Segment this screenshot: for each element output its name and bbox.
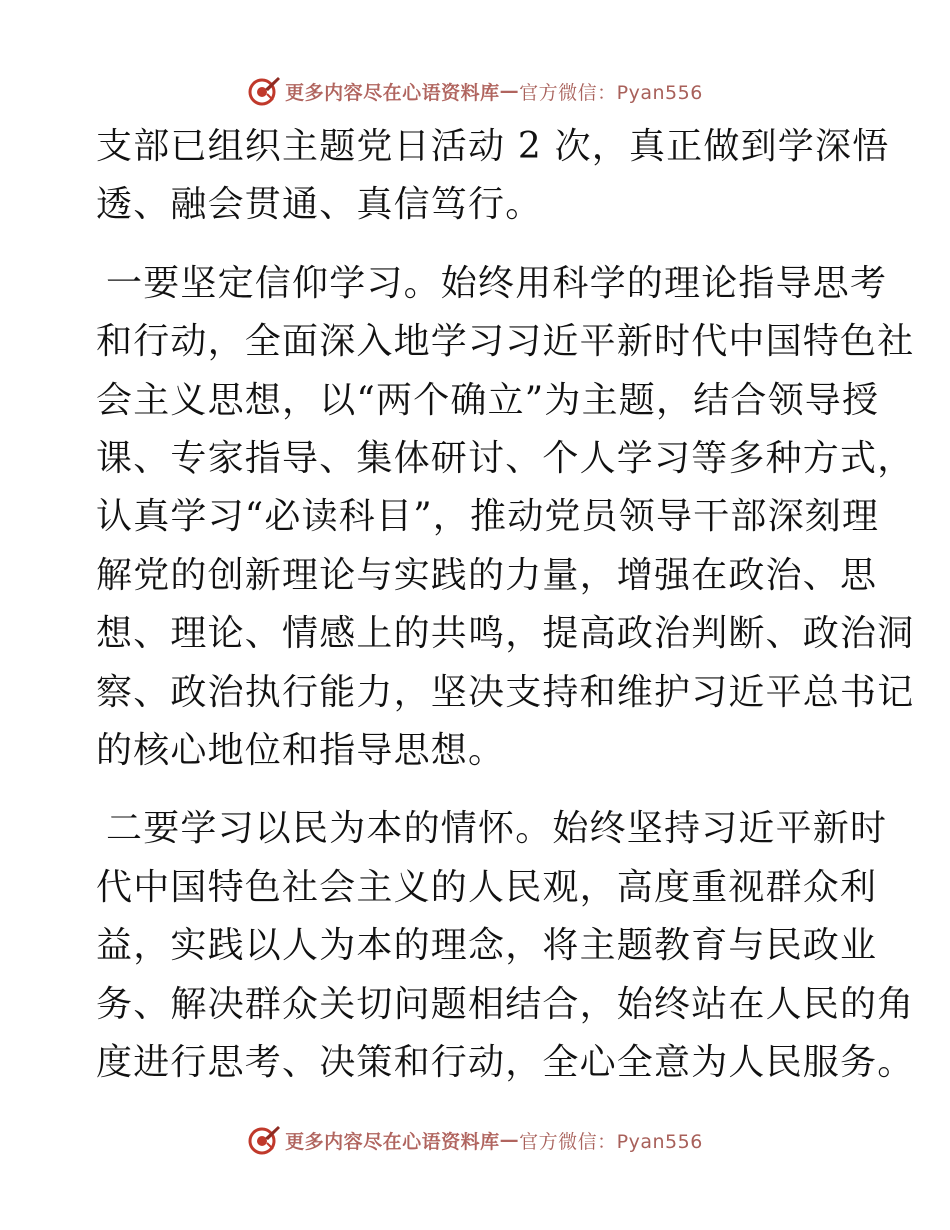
text-line: 认真学习“必读科目”，推动党员领导干部深刻理: [96, 496, 880, 538]
wechat-text: 官方微信：Pyan556: [519, 81, 703, 104]
footer-banner: [0, 1120, 950, 1160]
paragraph-people-first: [96, 800, 915, 1092]
text-line: 二要学习以民为本的情怀。始终坚持习近平新时: [106, 808, 888, 850]
promo-text: 更多内容尽在心语资料库: [285, 81, 500, 104]
text-line: 益，实践以人为本的理念，将主题教育与民政业: [96, 925, 878, 967]
banner-separator: —: [499, 1129, 520, 1151]
paragraph-intro: [96, 118, 890, 235]
text-line: 代中国特色社会主义的人民观，高度重视群众利: [96, 866, 878, 908]
text-line: 度进行思考、决策和行动，全心全意为人民服务。: [96, 1042, 915, 1084]
text-line: 务、解决群众关切问题相结合，始终站在人民的角: [96, 983, 915, 1025]
text-line: 和行动，全面深入地学习习近平新时代中国特色社: [96, 321, 915, 363]
text-line: 的核心地位和指导思想。: [96, 730, 506, 772]
banner-separator: —: [499, 80, 520, 102]
document-body: [96, 118, 915, 1093]
header-banner: [0, 71, 950, 111]
text-line: 解党的创新理论与实践的力量，增强在政治、思: [96, 554, 878, 596]
text-line: 一要坚定信仰学习。始终用科学的理论指导思考: [106, 262, 888, 304]
paragraph-faith-study: [96, 255, 915, 781]
text-line: 想、理论、情感上的共鸣，提高政治判断、政治洞: [96, 613, 915, 655]
text-line: 透、融会贯通、真信笃行。: [96, 184, 543, 226]
text-line: 支部已组织主题党日活动 2 次，真正做到学深悟: [96, 126, 890, 167]
promo-text: 更多内容尽在心语资料库: [285, 1130, 500, 1153]
text-line: 察、政治执行能力，坚决支持和维护习近平总书记: [96, 671, 915, 713]
text-line: 会主义思想，以“两个确立”为主题，结合领导授: [96, 379, 880, 421]
pen-logo-icon: [247, 74, 281, 108]
text-line: 课、专家指导、集体研讨、个人学习等多种方式，: [96, 438, 915, 480]
wechat-text: 官方微信：Pyan556: [519, 1130, 703, 1153]
pen-logo-icon: [247, 1123, 281, 1157]
